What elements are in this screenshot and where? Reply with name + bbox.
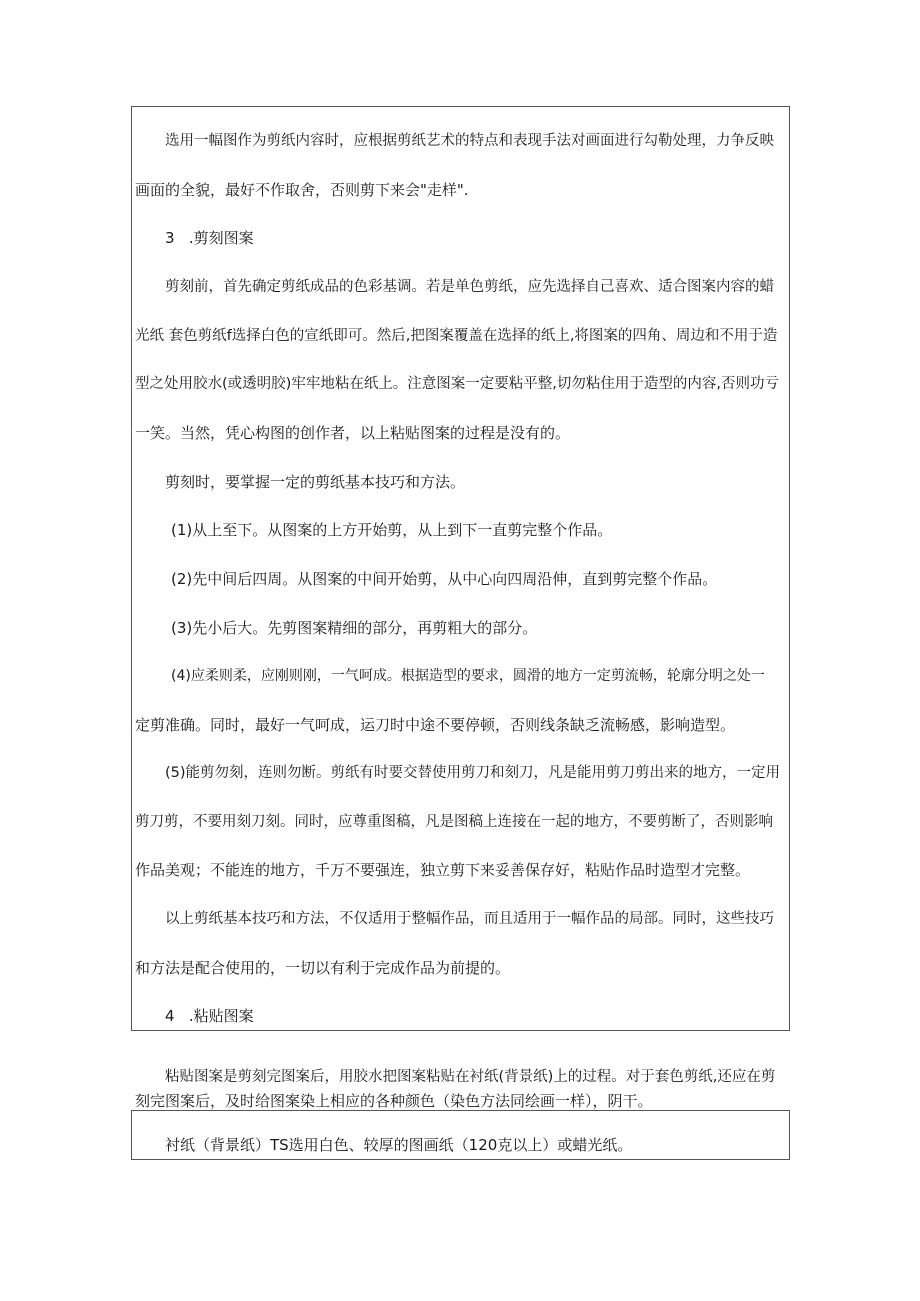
paragraph-line: 选用一幅图作为剪纸内容时，应根据剪纸艺术的特点和表现手法对画面进行勾勒处理，力争反映 bbox=[165, 133, 774, 149]
paragraph-line: 粘贴图案是剪刻完图案后，用胶水把图案粘贴在衬纸(背景纸)上的过程。对于套色剪纸,还应在剪 bbox=[165, 1069, 776, 1085]
list-item: (1)从上至下。从图案的上方开始剪，从上到下一直剪完整个作品。 bbox=[171, 521, 613, 539]
list-item: (4)应柔则柔，应刚则刚，一气呵成。根据造型的要求，圆滑的地方一定剪流畅，轮廓分明之处一 bbox=[171, 668, 765, 684]
paragraph-line: 画面的全貌，最好不作取舍，否则剪下来会"走样". bbox=[135, 181, 469, 199]
paragraph-line: 剪刻时，要掌握一定的剪纸基本技巧和方法。 bbox=[165, 473, 466, 491]
section-heading: 3 .剪刻图案 bbox=[165, 229, 254, 247]
paragraph-line: 定剪准确。同时，最好一气呵成，运刀时中途不要停顿，否则线条缺乏流畅感，影响造型。 bbox=[135, 716, 736, 734]
paragraph-line: 和方法是配合使用的，一切以有利于完成作品为前提的。 bbox=[135, 959, 511, 977]
paragraph-line: 剪刻前，首先确定剪纸成品的色彩基调。若是单色剪纸，应先选择自己喜欢、适合图案内容的蜡 bbox=[165, 279, 774, 295]
paragraph-line: 型之处用胶水(或透明胶)牢牢地粘在纸上。注意图案一定要粘平整,切勿粘住用于造型的内容,否则功亏 bbox=[135, 376, 780, 392]
paragraph-line: 一笑。当然，凭心构图的创作者，以上粘贴图案的过程是没有的。 bbox=[135, 424, 571, 442]
paragraph-line: 刻完图案后，及时给图案染上相应的各种颜色（染色方法同绘画一样），阴干。 bbox=[135, 1092, 653, 1110]
paragraph-line: 剪刀剪，不要用刻刀刻。同时，应尊重图稿，凡是图稿上连接在一起的地方，不要剪断了，否则影响 bbox=[135, 814, 773, 830]
list-item: (3)先小后大。先剪图案精细的部分，再剪粗大的部分。 bbox=[171, 619, 538, 637]
paragraph-line: 作品美观；不能连的地方，千万不要强连，独立剪下来妥善保存好，粘贴作品时造型才完整。 bbox=[135, 861, 751, 879]
section-heading: 4 .粘贴图案 bbox=[165, 1007, 254, 1025]
paragraph-line: 衬纸（背景纸）TS选用白色、较厚的图画纸（120克以上）或蜡光纸。 bbox=[165, 1136, 633, 1154]
paragraph-line: 以上剪纸基本技巧和方法，不仅适用于整幅作品，而且适用于一幅作品的局部。同时，这些技巧 bbox=[165, 911, 774, 927]
list-item: (5)能剪勿刻，连则勿断。剪纸有时要交替使用剪刀和刻刀，凡是能用剪刀剪出来的地方，一定用 bbox=[165, 765, 781, 781]
paragraph-line: 光纸 套色剪纸f选择白色的宣纸即可。然后,把图案覆盖在选择的纸上,将图案的四角、周边和不用于造 bbox=[135, 328, 778, 344]
list-item: (2)先中间后四周。从图案的中间开始剪，从中心向四周沿伸，直到剪完整个作品。 bbox=[171, 570, 718, 588]
